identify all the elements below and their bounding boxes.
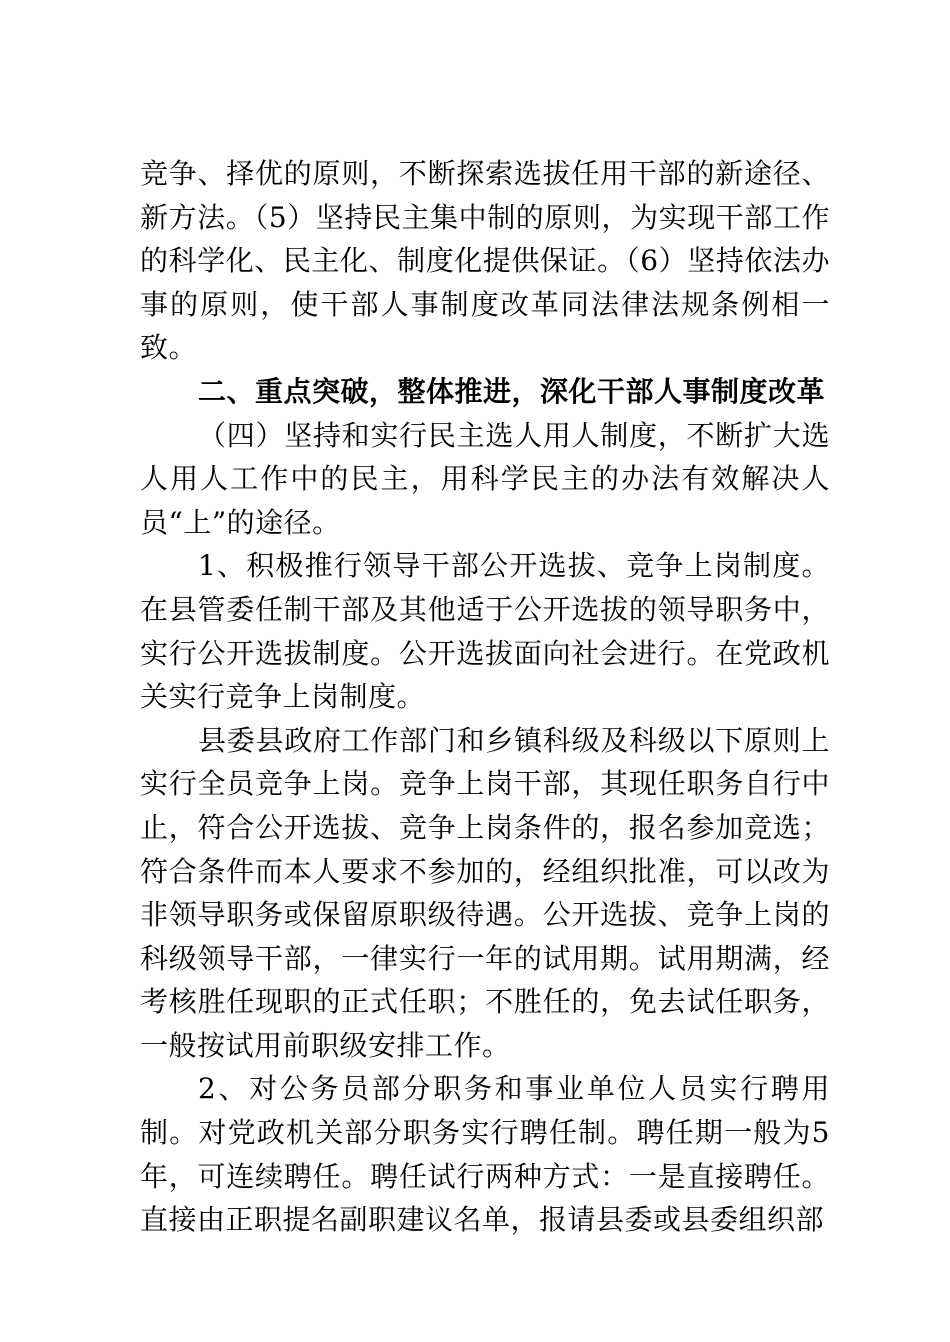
paragraph-principles-continued: 竞争、择优的原则，不断探索选拔任用干部的新途径、新方法。（5）坚持民主集中制的原则，为实现干部工作的科学化、民主化、制度化提供保证。（6）坚持依法办事的原则，使干部人事制度改革同法律法规条例相一致。	[140, 157, 830, 365]
section-heading: 二、重点突破，整体推进，深化干部人事制度改革	[198, 374, 826, 408]
paragraph-item-2: 2、对公务员部分职务和事业单位人员实行聘用制。对党政机关部分职务实行聘任制。聘任期一般为5年，可连续聘任。聘任试行两种方式：一是直接聘任。直接由正职提名副职建议名单，报请县委或县委组织部	[140, 1072, 830, 1237]
paragraph-competition-details: 县委县政府工作部门和乡镇科级及科级以下原则上实行全员竞争上岗。竞争上岗干部，其现任职务自行中止，符合公开选拔、竞争上岗条件的，报名参加竞选；符合条件而本人要求不参加的，经组织批准，可以改为非领导职务或保留原职级待遇。公开选拔、竞争上岗的科级领导干部，一律实行一年的试用期。试用期满，经考核胜任现职的正式任职；不胜任的，免去试任职务，一般按试用前职级安排工作。	[140, 723, 830, 1062]
paragraph-democratic-selection: （四）坚持和实行民主选人用人制度，不断扩大选人用人工作中的民主，用科学民主的办法有效解决人员“上”的途径。	[140, 418, 830, 539]
paragraph-item-1: 1、积极推行领导干部公开选拔、竞争上岗制度。在县管委任制干部及其他适于公开选拔的领导职务中，实行公开选拔制度。公开选拔面向社会进行。在党政机关实行竞争上岗制度。	[140, 549, 830, 714]
document-body	[140, 152, 830, 1242]
